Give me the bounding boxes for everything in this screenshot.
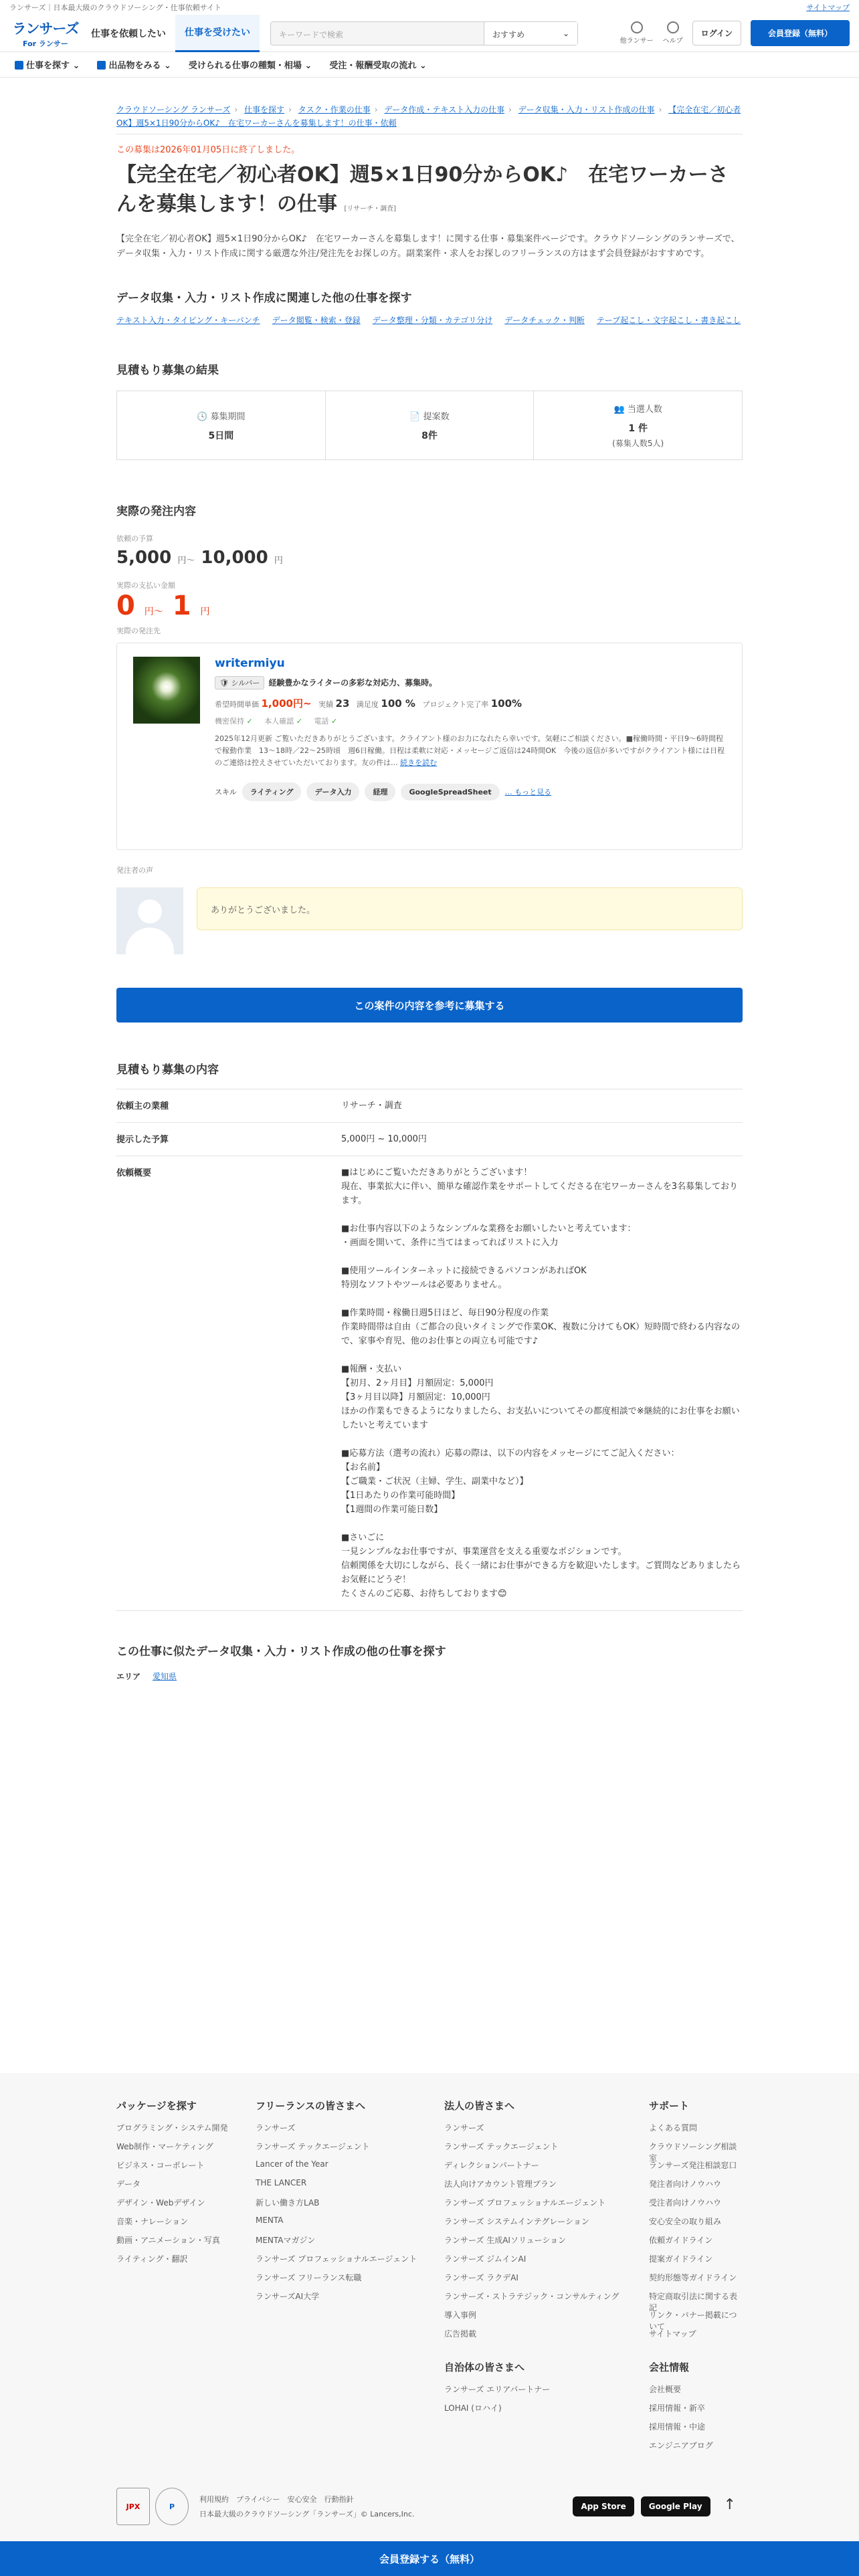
tab-worker[interactable]: 仕事を受けたい [175,15,260,52]
footer-link[interactable]: ディレクションパートナー [444,2161,539,2170]
selected-label: 当選人数 [627,405,662,415]
yen: 円 [144,607,154,617]
footer-link[interactable]: ランサーズ プロフェッショナルエージェント [256,2254,417,2264]
footer-link[interactable]: ランサーズ [256,2123,296,2133]
detail-key: 依頼主の業種 [116,1101,169,1111]
skill-tag[interactable]: ライティング [242,782,302,801]
back-to-top-icon[interactable]: ↑ [723,2496,736,2513]
footer-link[interactable]: Web制作・マーケティング [116,2142,213,2151]
sticky-register-button[interactable]: 会員登録する（無料） [0,2541,859,2576]
check-label: 電話 [314,717,329,726]
sitemap-link[interactable]: サイトマップ [806,3,850,12]
completion-value: 100% [490,697,522,710]
shop-icon [97,61,106,70]
register-button[interactable]: 会員登録（無料） [751,20,850,46]
check-icon: ✓ [330,717,338,726]
subnav-label: 仕事を探す [26,61,70,71]
wage-label: 希望時間単価 [215,700,259,709]
detail-value: リサーチ・調査 [341,1101,402,1111]
footer-link[interactable]: プログラミング・システム開発 [116,2123,228,2133]
breadcrumb-item[interactable]: データ収集・入力・リスト作成の仕事 [518,105,655,114]
subnav-label: 受注・報酬受取の流れ [329,61,417,71]
footer-link[interactable]: 特定商取引法に関する表記 [649,2292,738,2313]
stats-row [215,696,726,710]
footer-link[interactable]: 広告掲載 [444,2329,477,2339]
detail-section [116,1060,743,1611]
intro-text: 【完全在宅／初心者OK】週5×1日90分からOK♪ 在宅ワーカーさんを募集します！に関する仕事・募集案件ページです。クラウドソーシングのランサーズで、データ収集・入力・リスト作成に関する厳選な外注/発注先をお探しの方。副業案件・求人をお探しのフリーランスの方はまず会員登録がおすすめです。 [116,234,740,259]
voice-section [116,865,743,954]
subnav-label: 出品物をみる [108,61,161,71]
skill-tag[interactable]: データ入力 [306,782,359,801]
budget-value [116,548,743,568]
order-section [116,502,743,850]
budget-max: 10,000 [201,548,268,568]
jpx-mark: JPX [116,2488,150,2525]
people-icon: 👥 当選人数 [613,405,662,415]
search-box[interactable] [270,21,578,45]
tilde: ～ [186,556,195,566]
results-heading: 見積もり募集の結果 [116,364,219,377]
budget-label: 依頼の予算 [116,534,153,543]
header [0,15,859,52]
footer-bottom [116,2485,743,2528]
client-avatar [116,887,183,954]
similar-section [116,1642,743,1682]
footer-link[interactable]: 受注者向けノウハウ [649,2198,722,2208]
skills-more-text: もっと見る [514,788,552,796]
footer-link[interactable]: ランサーズ テックエージェント [444,2142,559,2151]
footer-link[interactable]: エンジニアブログ [649,2441,713,2450]
footer-link[interactable]: クラウドソーシング相談室 [649,2142,737,2163]
footer-link[interactable]: ランサーズ ラクデAI [444,2273,518,2282]
yen: 円 [200,607,210,617]
related-link[interactable]: データ整理・分類・カテゴリ分け [372,316,493,325]
footer-link[interactable]: ランサーズ プロフェッショナルエージェント [444,2198,606,2208]
verification-row [215,716,726,726]
detail-row [116,1156,743,1611]
footer-link[interactable]: 採用情報・中途 [649,2422,706,2432]
logo-sub: For ランサー [23,39,68,48]
paid-label: 実際の支払い金額 [116,581,175,590]
paid-max: 1 [172,591,191,621]
selected-sub: (募集人数5人) [612,439,664,448]
catch-copy: 経験豊かなライターの多彩な対応力、募集時。 [268,678,438,687]
related-link[interactable]: データ閲覧・検索・登録 [272,316,361,325]
footer-link[interactable]: 法人向けアカウント管理プラン [444,2179,557,2189]
tagline: ランサーズ｜日本最大級のクラウドソーシング・仕事依頼サイト [9,3,221,12]
logo[interactable] [9,18,82,49]
related-section [116,288,743,326]
detail-table [116,1089,743,1611]
document-icon: 📄 提案数 [409,411,450,422]
breadcrumb-item[interactable]: 【完全在宅／初心者OK】週5×1日90分からOK♪ 在宅ワーカーさんを募集します！の仕事・依頼 [116,105,741,128]
footer-link[interactable]: ランサーズ エリアパートナー [444,2385,551,2394]
footer-link[interactable]: 採用情報・新卒 [649,2403,706,2413]
period-value: 5日間 [208,430,234,441]
subnav-find-jobs[interactable]: 仕事を探す ⌄ [15,58,80,71]
skills-more-link[interactable]: … もっと見る [504,788,552,796]
subnav-products[interactable]: 出品物をみる ⌄ [97,58,171,71]
skills-label: スキル [215,788,237,796]
footer-link[interactable]: ランサーズ [444,2123,484,2133]
satisfaction-value: 100 % [381,697,415,710]
footer-link[interactable]: ランサーズ フリーランス転職 [256,2273,362,2282]
check-icon: ✓ [246,717,253,726]
related-link[interactable]: テキスト入力・タイピング・キーパンチ [116,316,260,325]
footer-link[interactable]: MENTAマガジン [256,2236,316,2245]
period-label: 募集期間 [210,411,246,422]
footer-link[interactable]: 会社概要 [649,2385,682,2394]
footer-heading: 会社情報 [649,2361,690,2373]
order-heading: 実際の発注内容 [116,505,196,518]
record-value: 23 [335,697,350,710]
results-section [116,360,743,460]
selected-value: 1 件 [628,423,648,434]
related-heading: データ収集・入力・リスト作成に関連した他の仕事を探す [116,292,412,305]
help-icon [667,21,679,33]
footer-heading: 自治体の皆さまへ [444,2361,525,2373]
rank-badge: 🛡 シルバー [215,676,264,689]
detail-key: 依頼概要 [116,1168,152,1178]
chevron-down-icon: ⌄ [562,28,569,38]
footer-link[interactable]: リンク・バナー掲載について [649,2311,737,2331]
detail-value: 5,000円 ~ 10,000円 [341,1134,427,1144]
tilde: ～ [153,607,163,617]
skills-row [215,782,726,801]
subnav-flow[interactable]: 受注・報酬受取の流れ ⌄ [329,61,427,71]
check-label: 本人確認 [264,717,294,726]
tab-client[interactable]: 仕事を依頼したい [91,28,166,39]
footer-heading: サポート [649,2100,690,2112]
footer-link[interactable]: データ [116,2179,141,2189]
footer-link[interactable]: ランサーズ システムインテグレーション [444,2217,589,2226]
footer-link[interactable]: ビジネス・コーポレート [116,2161,205,2170]
footer-heading: 法人の皆さまへ [444,2100,515,2112]
contractor-avatar[interactable] [133,657,200,724]
footer-link[interactable]: ランサーズAI大学 [256,2292,320,2301]
footer-legal-links[interactable]: 利用規約 プライバシー 安心安全 行動指針 [199,2495,354,2504]
check-label: 機密保持 [215,717,244,726]
search-input[interactable]: キーワードで検索 [279,29,344,39]
similar-heading: この仕事に似たデータ収集・入力・リスト作成の他の仕事を探す [116,1645,446,1658]
description-text: 2025年12月更新 ご覧いただきありがとうございます。クライアント様のお力になれたら幸いです。気軽にご相談ください。■稼働時間・平日9〜6時間程で稼動作業 13〜18時／22〜25時頃 週6日稼働。日程は柔軟に対応・メッセージご返信は24時間OK 今後の返信が多いですがクライアント様には日程のご連絡は控えさせていただいております。友の件は... [215,734,725,767]
clock-icon: 🕓 募集期間 [197,411,246,422]
read-more-link[interactable]: 続きを読む [400,758,438,767]
footer-link[interactable]: ランサーズ テックエージェント [256,2142,370,2151]
related-link[interactable]: テープ起こし・文字起こし・書き起こし [596,316,741,325]
footer [0,2073,859,2541]
main-content [116,78,743,1682]
skill-tag[interactable]: 経理 [365,782,395,801]
footer-col-freelance [256,2099,444,2458]
footer-link[interactable]: サイトマップ [649,2329,696,2339]
footer-link[interactable]: ランサーズ・ストラテジック・コンサルティング [444,2292,619,2301]
footer-link[interactable]: ランサーズ ジムインAI [444,2254,527,2264]
breadcrumb-item[interactable]: クラウドソーシング ランサーズ [116,105,231,114]
contractor-name[interactable]: writermiyu [215,657,285,670]
footer-link[interactable]: 契約形態等ガイドライン [649,2273,737,2282]
logo-text: ランサーズ [12,20,79,37]
page-title [116,160,743,224]
voice-bubble: ありがとうございました。 [197,887,743,930]
post-similar-button[interactable]: この案件の内容を参考に募集する [116,988,743,1023]
detail-key: 提示した予算 [116,1135,169,1145]
proposals-value: 8件 [421,430,438,441]
related-link[interactable]: データチェック・判断 [504,316,585,325]
footer-link[interactable]: 依頼ガイドライン [649,2236,713,2245]
check-icon: ✓ [296,717,302,726]
footer-link[interactable]: THE LANCER [256,2178,307,2187]
footer-link[interactable]: 提案ガイドライン [649,2254,713,2264]
sort-select[interactable] [484,22,577,45]
user-icon [631,21,643,33]
proposals-label: 提案数 [423,411,450,422]
footer-link[interactable]: Lancer of the Year [256,2159,328,2169]
paid-value [116,591,743,621]
voice-label: 発注者の声 [116,866,153,875]
breadcrumb: クラウドソーシング ランサーズ › 仕事を探す › タスク・作業の仕事 › データ作成・テキスト入力の仕事 › データ収集・入力・リスト作成の仕事 › 【完全在宅／初心者OK】週5×1日90分からOK♪ 在宅ワーカーさんを募集します！の仕事・依頼 [116,103,743,134]
wage-value: 1,000円~ [261,697,312,710]
sub-nav [0,52,859,78]
detail-value: ■はじめにご覧いただきありがとうございます！ 現在、事業拡大に伴い、簡単な確認作業をサポートしてくださる在宅ワーカーさんを3名募集しております。 ■お仕事内容以下のようなシンプルな業務をお願いしたいと考えています： ・画面を開いて、条件に当てはまってればリストに入力 ■使用ツールインターネットに接続できるパソコンがあればOK 特別なソフトやツールは必要ありません。 ■作業時間・稼働日週5日ほど、毎日90分程度の作業 作業時間帯は自由（ご都合の良いタイミングで作業OK、複数に分けてもOK）短時間で終わる内容なので、家事や育児、他のお仕事との両立も可能です♪ ■報酬・支払い 【初月、2ヶ月目】月額固定：5,000円 【3ヶ月目以降】月額固定：10,000円 ほかの作業もできるようになりましたら、お支払いについてその都度相談で※継続的にお仕事をお願いしたいと考えています ■応募方法（選考の流れ）応募の際は、以下の内容をメッセージにてご記入ください： 【お名前】 【ご職業・ご状況（主婦、学生、副業中など）】 【1日あたりの作業可能時間】 【1週間の作業可能日数】 ■さいごに 一見シンプルなお仕事ですが、事業運営を支える重要なポジションです。 信頼関係を大切にしながら、長く一緒にお仕事ができる方を歓迎いたします。ご質問などありましたらお気軽にどうぞ！ たくさんのご応募、お待ちしております😊 [341,1168,741,1599]
help-label: ヘルプ [662,37,683,45]
breadcrumb-item[interactable]: 仕事を探す [244,105,285,114]
copyright: 日本最大級のクラウドソーシング「ランサーズ」© Lancers,Inc. [199,2510,415,2518]
period-cell [117,391,326,459]
footer-link[interactable]: デザイン・Webデザイン [116,2198,205,2208]
paid-min: 0 [116,591,135,621]
footer-link[interactable]: 動画・アニメーション・写真 [116,2236,220,2245]
breadcrumb-item[interactable]: タスク・作業の仕事 [298,105,371,114]
detail-row [116,1123,743,1156]
record-label: 実績 [318,700,334,709]
footer-link[interactable]: MENTA [256,2216,284,2225]
contractor-card [116,643,743,850]
lancer-icon-button[interactable] [620,21,654,45]
lancer-label: 他ランサー [619,37,654,45]
contractor-description [215,733,726,769]
subnav-label: 受けられる仕事の種類・相場 [188,61,302,71]
completion-label: プロジェクト完了率 [422,700,489,709]
breadcrumb-item[interactable]: データ作成・テキスト入力の仕事 [384,105,505,114]
footer-heading: パッケージを探す [116,2100,197,2112]
footer-link[interactable]: 安心安全の取り組み [649,2217,722,2226]
menu-icon [15,61,23,70]
detail-heading: 見積もり募集の内容 [116,1063,219,1077]
footer-link[interactable]: よくある質問 [649,2123,698,2133]
help-icon-button[interactable] [663,21,683,45]
budget-min: 5,000 [116,548,172,568]
ended-notice: この募集は2026年01月05日に終了しました。 [116,145,300,155]
footer-link[interactable]: 新しい働き方LAB [256,2198,320,2208]
title-text: 【完全在宅／初心者OK】週5×1日90分からOK♪ 在宅ワーカーさんを募集します！の仕事 [116,163,729,216]
footer-link[interactable]: ランサーズ 生成AIソリューション [444,2236,567,2245]
sort-value: おすすめ [492,29,525,39]
footer-link[interactable]: ライティング・翻訳 [116,2254,188,2264]
top-line [0,0,859,15]
app-store-button[interactable]: App Store [573,2496,634,2516]
satisfaction-label: 満足度 [356,700,379,709]
detail-row [116,1089,743,1123]
footer-link[interactable]: LOHAI (ロハイ) [444,2403,502,2413]
skill-tag[interactable]: GoogleSpreadSheet [401,784,499,800]
area-link[interactable]: 愛知県 [153,1672,177,1681]
footer-link[interactable]: 導入事例 [444,2311,477,2320]
yen: 円 [274,556,283,566]
footer-link[interactable]: ランサーズ発注相談窓口 [649,2161,737,2170]
selected-cell [534,391,742,459]
footer-heading: フリーランスの皆さまへ [256,2100,365,2112]
footer-col-packages [116,2099,256,2458]
yen: 円 [177,556,187,566]
footer-col-support [649,2099,743,2458]
title-tag: [リサーチ・調査] [344,205,397,213]
subnav-types[interactable]: 受けられる仕事の種類・相場 ⌄ [188,61,312,71]
proposals-cell [326,391,535,459]
contractor-label: 実際の発注先 [116,627,161,635]
footer-col-corporate [444,2099,649,2458]
google-play-button[interactable]: Google Play [641,2496,710,2516]
footer-link[interactable]: 音楽・ナレーション [116,2217,189,2226]
footer-link[interactable]: 発注者向けノウハウ [649,2179,722,2189]
area-label: エリア [116,1672,141,1681]
rank-text: シルバー [231,679,260,687]
login-button[interactable]: ログイン [692,21,741,45]
privacy-mark: P [155,2488,189,2525]
